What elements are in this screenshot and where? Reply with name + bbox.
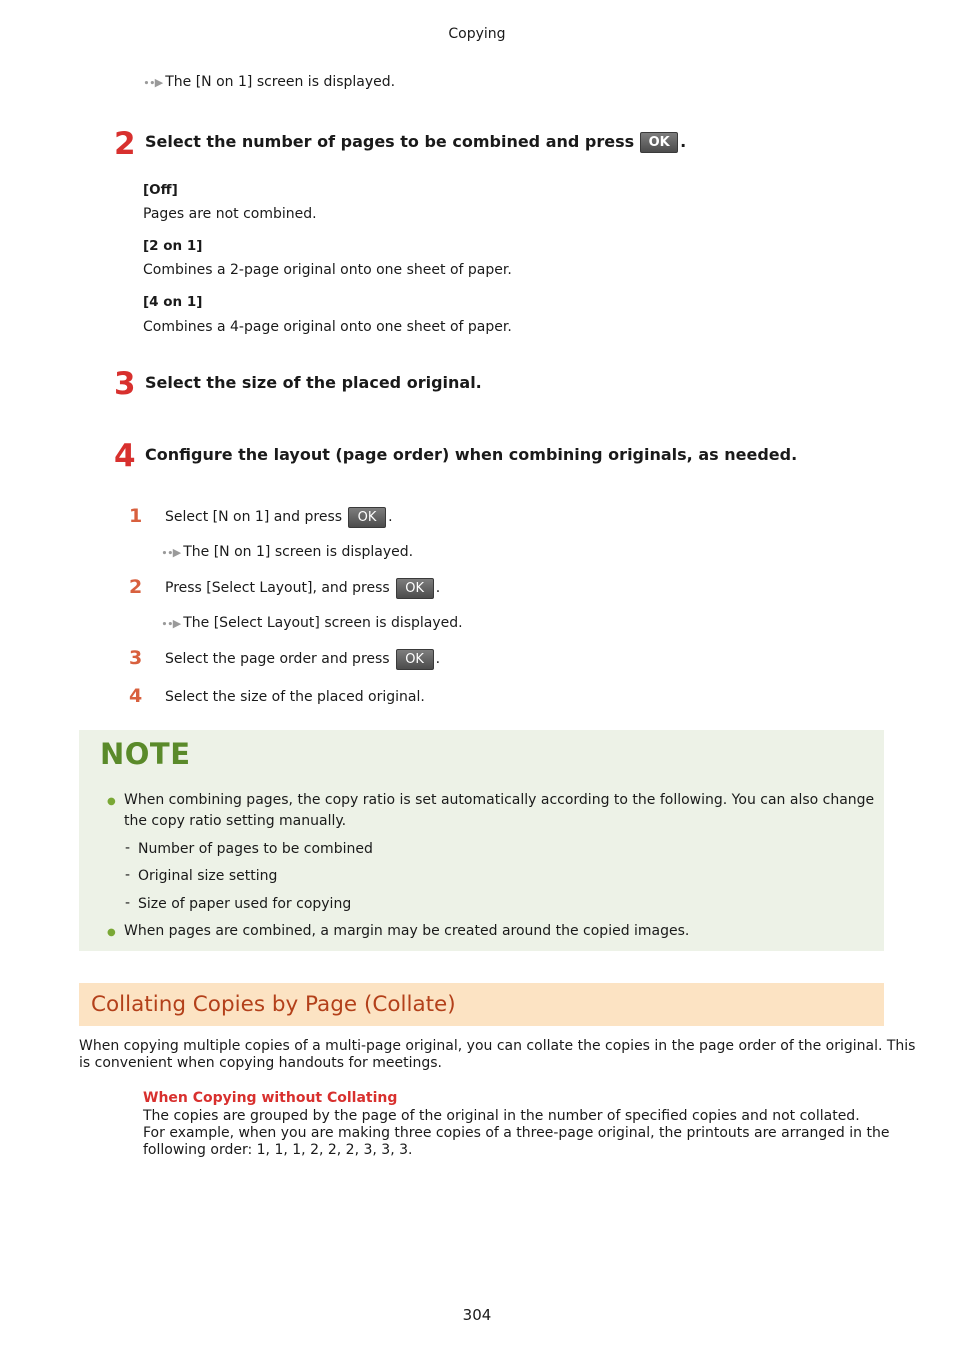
substep-label: Select [N on 1] and press [165, 509, 343, 525]
substep-period: . [435, 580, 441, 596]
bullet-icon: ● [107, 796, 116, 807]
result-arrow-icon: ∙∙▶ [161, 616, 181, 630]
section-title: Collating Copies by Page (Collate) [91, 992, 456, 1017]
result-arrow-icon: ∙∙▶ [143, 75, 163, 89]
result-text: The [Select Layout] screen is displayed. [183, 615, 463, 631]
option-desc: Pages are not combined. [143, 206, 317, 222]
result-text: The [N on 1] screen is displayed. [165, 74, 396, 90]
step-number: 3 [114, 366, 136, 402]
ok-key-icon: OK [348, 507, 386, 528]
substep-label: Select the page order and press [165, 651, 390, 667]
note-bullet-line: the copy ratio setting manually. [124, 813, 347, 829]
result-arrow-icon: ∙∙▶ [161, 545, 181, 559]
step-number: 2 [114, 126, 136, 162]
sub-paragraph: following order: 1, 1, 1, 2, 2, 2, 3, 3, 3. [143, 1142, 413, 1158]
step-title-text: Select the number of pages to be combined and press [145, 132, 635, 151]
step-title: Configure the layout (page order) when combining originals, as needed. [145, 445, 798, 464]
substep-number: 2 [129, 576, 143, 598]
option-label: [2 on 1] [143, 238, 203, 254]
substep-label: Press [Select Layout], and press [165, 580, 390, 596]
step-number: 4 [114, 438, 136, 474]
dash-icon: - [125, 895, 131, 911]
result-line [143, 74, 395, 90]
sub-paragraph: The copies are grouped by the page of the original in the number of specified copies and not collated. [143, 1108, 860, 1124]
option-label: [Off] [143, 182, 178, 198]
note-subitem: Size of paper used for copying [138, 896, 352, 912]
result-line [161, 615, 463, 631]
note-title: NOTE [100, 737, 191, 771]
dash-icon: - [125, 840, 131, 856]
step-title: Select the size of the placed original. [145, 373, 482, 392]
page-header: Copying [448, 26, 506, 42]
note-bullet-line: When pages are combined, a margin may be created around the copied images. [124, 923, 690, 939]
dash-icon: - [125, 867, 131, 883]
step-title-period: . [680, 132, 687, 151]
result-text: The [N on 1] screen is displayed. [183, 544, 414, 560]
substep-period: . [435, 651, 441, 667]
ok-key-icon: OK [640, 132, 678, 153]
substep-text [165, 577, 440, 599]
substep-number: 3 [129, 647, 143, 669]
option-desc: Combines a 4-page original onto one sheet of paper. [143, 319, 512, 335]
substep-number: 1 [129, 505, 143, 527]
section-paragraph: is convenient when copying handouts for meetings. [79, 1055, 442, 1071]
note-subitem: Number of pages to be combined [138, 841, 373, 857]
section-paragraph: When copying multiple copies of a multi-page original, you can collate the copies in the page order of the original. This [79, 1038, 916, 1054]
substep-number: 4 [129, 685, 143, 707]
page-number: 304 [462, 1306, 492, 1324]
substep-period: . [388, 509, 393, 525]
sub-paragraph: For example, when you are making three copies of a three-page original, the printouts are arranged in the [143, 1125, 890, 1141]
result-line [161, 544, 413, 560]
substep-text: Select the size of the placed original. [165, 689, 425, 705]
substep-text [165, 506, 393, 528]
sub-heading: When Copying without Collating [143, 1090, 398, 1106]
note-bullet-line: When combining pages, the copy ratio is set automatically according to the following. You can also change [124, 792, 875, 808]
option-label: [4 on 1] [143, 294, 203, 310]
option-desc: Combines a 2-page original onto one sheet of paper. [143, 262, 512, 278]
note-subitem: Original size setting [138, 868, 278, 884]
substep-text [165, 648, 440, 670]
bullet-icon: ● [107, 927, 116, 938]
ok-key-icon: OK [396, 649, 434, 670]
step-title [145, 131, 686, 153]
ok-key-icon: OK [396, 578, 434, 599]
